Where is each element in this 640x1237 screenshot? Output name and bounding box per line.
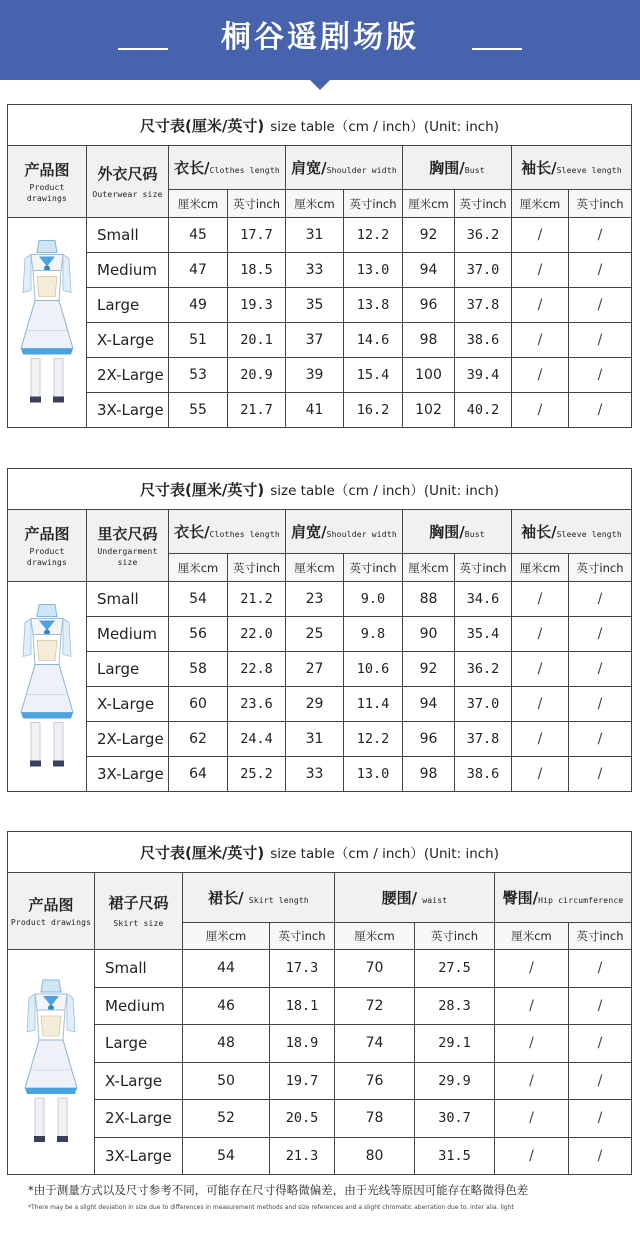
- column-header-length: 衣长/Clothes length: [169, 510, 286, 554]
- cell-inch: 30.7: [415, 1100, 495, 1138]
- unit-inch: 英寸inch: [415, 923, 495, 950]
- cell-inch: 38.6: [455, 323, 512, 358]
- cell-inch: 18.5: [228, 253, 286, 288]
- cell-inch: 18.1: [270, 987, 335, 1025]
- product-header: 产品图 Product drawings: [8, 510, 87, 582]
- unit-cm: 厘米cm: [495, 923, 569, 950]
- unit-cm: 厘米cm: [403, 554, 455, 582]
- cell-inch: 36.2: [455, 652, 512, 687]
- cell-cm: 70: [335, 950, 415, 988]
- cell-cm: /: [495, 1025, 569, 1063]
- table-title: 尺寸表(厘米/英寸) size table（cm / inch）(Unit: inch): [8, 105, 632, 146]
- table-row: [8, 393, 632, 428]
- cell-inch: /: [569, 1137, 632, 1175]
- unit-cm: 厘米cm: [335, 923, 415, 950]
- cell-inch: /: [569, 393, 632, 428]
- cell-cm: /: [495, 1062, 569, 1100]
- cell-cm: /: [512, 253, 569, 288]
- cell-cm: /: [495, 1100, 569, 1138]
- unit-cm: 厘米cm: [169, 554, 228, 582]
- cell-cm: /: [512, 687, 569, 722]
- cell-inch: 24.4: [228, 722, 286, 757]
- cell-inch: 37.0: [455, 253, 512, 288]
- cell-cm: 31: [286, 218, 344, 253]
- size-label: 3X-Large: [95, 1137, 183, 1175]
- size-label: Medium: [87, 253, 169, 288]
- size-label: Small: [87, 582, 169, 617]
- cell-inch: 22.8: [228, 652, 286, 687]
- table-row: [8, 218, 632, 253]
- table-row: [8, 1025, 632, 1063]
- cell-inch: /: [569, 757, 632, 792]
- cell-cm: 37: [286, 323, 344, 358]
- cell-cm: 100: [403, 358, 455, 393]
- cell-cm: 51: [169, 323, 228, 358]
- cell-inch: /: [569, 950, 632, 988]
- cell-cm: 55: [169, 393, 228, 428]
- cell-cm: 47: [169, 253, 228, 288]
- cell-cm: 41: [286, 393, 344, 428]
- product-header: 产品图 Product drawings: [8, 146, 87, 218]
- cell-cm: 92: [403, 218, 455, 253]
- cell-cm: 64: [169, 757, 228, 792]
- cell-inch: /: [569, 218, 632, 253]
- cell-inch: 9.0: [344, 582, 403, 617]
- size-label: 3X-Large: [87, 393, 169, 428]
- table-row: [8, 1137, 632, 1175]
- table-title: 尺寸表(厘米/英寸) size table（cm / inch）(Unit: inch): [8, 469, 632, 510]
- table-row: [8, 358, 632, 393]
- cell-inch: /: [569, 582, 632, 617]
- cell-inch: 10.6: [344, 652, 403, 687]
- cell-inch: /: [569, 687, 632, 722]
- table-row: [8, 1100, 632, 1138]
- cell-cm: 90: [403, 617, 455, 652]
- cell-cm: 88: [403, 582, 455, 617]
- footnote-en: *There may be a slight deviation in size due to differences in measurement methods and size references and a slight chromatic aberration due to. inter alia. light: [28, 1204, 514, 1211]
- column-header-bust: 胸围/Bust: [403, 510, 512, 554]
- table-row: [8, 617, 632, 652]
- column-header-skirt-length: 裙长/ Skirt length: [183, 873, 335, 923]
- column-header-waist: 腰围/ waist: [335, 873, 495, 923]
- cell-cm: 27: [286, 652, 344, 687]
- size-header: 裙子尺码 Skirt size: [95, 873, 183, 950]
- cell-inch: 37.0: [455, 687, 512, 722]
- cell-cm: /: [512, 323, 569, 358]
- unit-cm: 厘米cm: [512, 554, 569, 582]
- cell-cm: 58: [169, 652, 228, 687]
- cell-cm: /: [512, 757, 569, 792]
- cell-inch: 13.0: [344, 757, 403, 792]
- cell-inch: 36.2: [455, 218, 512, 253]
- column-header-shoulder: 肩宽/Shoulder width: [286, 146, 403, 190]
- table-row: [8, 1062, 632, 1100]
- unit-cm: 厘米cm: [286, 190, 344, 218]
- skirt-size-table: [7, 831, 632, 1175]
- cell-cm: 48: [183, 1025, 270, 1063]
- cell-cm: 92: [403, 652, 455, 687]
- size-label: Large: [95, 1025, 183, 1063]
- cell-cm: 44: [183, 950, 270, 988]
- cell-inch: 21.2: [228, 582, 286, 617]
- cell-cm: /: [512, 218, 569, 253]
- product-header: 产品图 Product drawings: [8, 873, 95, 950]
- unit-cm: 厘米cm: [183, 923, 270, 950]
- cell-cm: 45: [169, 218, 228, 253]
- cell-inch: 19.7: [270, 1062, 335, 1100]
- cell-inch: 9.8: [344, 617, 403, 652]
- cell-cm: 60: [169, 687, 228, 722]
- cell-inch: 12.2: [344, 218, 403, 253]
- cell-inch: 19.3: [228, 288, 286, 323]
- cell-inch: /: [569, 288, 632, 323]
- column-header-length: 衣长/Clothes length: [169, 146, 286, 190]
- cell-inch: /: [569, 323, 632, 358]
- unit-inch: 英寸inch: [270, 923, 335, 950]
- cell-inch: 21.7: [228, 393, 286, 428]
- unit-inch: 英寸inch: [228, 554, 286, 582]
- size-label: 2X-Large: [95, 1100, 183, 1138]
- cell-cm: 98: [403, 757, 455, 792]
- unit-cm: 厘米cm: [403, 190, 455, 218]
- cell-inch: 38.6: [455, 757, 512, 792]
- size-label: 3X-Large: [87, 757, 169, 792]
- size-label: Large: [87, 288, 169, 323]
- cell-cm: /: [512, 288, 569, 323]
- cell-inch: 39.4: [455, 358, 512, 393]
- column-header-sleeve: 袖长/Sleeve length: [512, 510, 632, 554]
- cell-inch: 13.8: [344, 288, 403, 323]
- cell-cm: 56: [169, 617, 228, 652]
- size-label: Small: [87, 218, 169, 253]
- cell-inch: 40.2: [455, 393, 512, 428]
- cell-inch: 12.2: [344, 722, 403, 757]
- size-header: 里衣尺码 Undergarment size: [87, 510, 169, 582]
- cell-cm: 49: [169, 288, 228, 323]
- cell-cm: 78: [335, 1100, 415, 1138]
- unit-cm: 厘米cm: [512, 190, 569, 218]
- table-row: [8, 582, 632, 617]
- product-drawing-icon: [17, 592, 77, 777]
- size-label: 2X-Large: [87, 722, 169, 757]
- cell-cm: 80: [335, 1137, 415, 1175]
- cell-cm: 94: [403, 253, 455, 288]
- banner-title: 桐谷遥剧场版: [221, 20, 419, 55]
- table-row: [8, 722, 632, 757]
- column-header-sleeve: 袖长/Sleeve length: [512, 146, 632, 190]
- product-image: [8, 950, 95, 1175]
- cell-cm: 35: [286, 288, 344, 323]
- table-row: [8, 253, 632, 288]
- banner-pointer: [308, 78, 332, 90]
- cell-inch: 20.1: [228, 323, 286, 358]
- cell-cm: 96: [403, 722, 455, 757]
- unit-cm: 厘米cm: [169, 190, 228, 218]
- table-row: [8, 757, 632, 792]
- unit-inch: 英寸inch: [455, 554, 512, 582]
- table-row: [8, 950, 632, 988]
- size-label: 2X-Large: [87, 358, 169, 393]
- cell-inch: 21.3: [270, 1137, 335, 1175]
- unit-inch: 英寸inch: [455, 190, 512, 218]
- undergarment-size-table: [7, 468, 632, 792]
- cell-inch: /: [569, 1100, 632, 1138]
- cell-cm: 46: [183, 987, 270, 1025]
- cell-inch: 37.8: [455, 722, 512, 757]
- cell-cm: 62: [169, 722, 228, 757]
- cell-cm: 98: [403, 323, 455, 358]
- product-drawing-icon: [17, 228, 77, 413]
- product-image: [8, 582, 87, 792]
- size-label: Large: [87, 652, 169, 687]
- unit-inch: 英寸inch: [569, 554, 632, 582]
- cell-inch: /: [569, 617, 632, 652]
- unit-cm: 厘米cm: [286, 554, 344, 582]
- cell-cm: 72: [335, 987, 415, 1025]
- unit-inch: 英寸inch: [344, 554, 403, 582]
- cell-cm: 52: [183, 1100, 270, 1138]
- cell-inch: 20.9: [228, 358, 286, 393]
- product-drawing-icon: [21, 960, 81, 1160]
- column-header-shoulder: 肩宽/Shoulder width: [286, 510, 403, 554]
- cell-cm: 96: [403, 288, 455, 323]
- cell-cm: 39: [286, 358, 344, 393]
- cell-inch: 37.8: [455, 288, 512, 323]
- cell-cm: 54: [183, 1137, 270, 1175]
- unit-inch: 英寸inch: [569, 190, 632, 218]
- cell-inch: 22.0: [228, 617, 286, 652]
- cell-inch: /: [569, 722, 632, 757]
- cell-inch: 25.2: [228, 757, 286, 792]
- cell-cm: /: [512, 393, 569, 428]
- cell-cm: 102: [403, 393, 455, 428]
- cell-cm: /: [512, 652, 569, 687]
- cell-inch: /: [569, 987, 632, 1025]
- cell-cm: 31: [286, 722, 344, 757]
- cell-inch: 18.9: [270, 1025, 335, 1063]
- size-label: X-Large: [87, 323, 169, 358]
- cell-cm: 33: [286, 253, 344, 288]
- cell-inch: 29.9: [415, 1062, 495, 1100]
- cell-inch: /: [569, 358, 632, 393]
- cell-inch: 31.5: [415, 1137, 495, 1175]
- cell-inch: 29.1: [415, 1025, 495, 1063]
- cell-inch: 34.6: [455, 582, 512, 617]
- cell-cm: 29: [286, 687, 344, 722]
- cell-cm: 76: [335, 1062, 415, 1100]
- cell-inch: /: [569, 1025, 632, 1063]
- cell-inch: 17.7: [228, 218, 286, 253]
- cell-cm: 25: [286, 617, 344, 652]
- size-label: Medium: [95, 987, 183, 1025]
- cell-inch: 20.5: [270, 1100, 335, 1138]
- column-header-bust: 胸围/Bust: [403, 146, 512, 190]
- table-row: [8, 288, 632, 323]
- cell-inch: 35.4: [455, 617, 512, 652]
- cell-cm: 50: [183, 1062, 270, 1100]
- cell-cm: /: [512, 617, 569, 652]
- cell-inch: /: [569, 652, 632, 687]
- cell-cm: /: [512, 358, 569, 393]
- cell-cm: /: [495, 1137, 569, 1175]
- table-row: [8, 687, 632, 722]
- table-row: [8, 652, 632, 687]
- outerwear-size-table: [7, 104, 632, 428]
- cell-inch: 28.3: [415, 987, 495, 1025]
- cell-cm: 23: [286, 582, 344, 617]
- footnote-cn: *由于测量方式以及尺寸参考不同，可能存在尺寸得略微偏差，由于光线等原因可能存在略微得色差: [28, 1183, 529, 1197]
- cell-cm: /: [512, 582, 569, 617]
- unit-inch: 英寸inch: [569, 923, 632, 950]
- cell-cm: 74: [335, 1025, 415, 1063]
- cell-cm: 94: [403, 687, 455, 722]
- cell-inch: 17.3: [270, 950, 335, 988]
- cell-inch: 16.2: [344, 393, 403, 428]
- cell-cm: 33: [286, 757, 344, 792]
- cell-inch: /: [569, 253, 632, 288]
- size-label: Medium: [87, 617, 169, 652]
- cell-inch: 13.0: [344, 253, 403, 288]
- size-label: X-Large: [95, 1062, 183, 1100]
- cell-cm: /: [512, 722, 569, 757]
- column-header-hip: 臀围/Hip circumference: [495, 873, 632, 923]
- cell-cm: 54: [169, 582, 228, 617]
- cell-cm: /: [495, 987, 569, 1025]
- cell-inch: 15.4: [344, 358, 403, 393]
- size-label: Small: [95, 950, 183, 988]
- table-title: 尺寸表(厘米/英寸) size table（cm / inch）(Unit: inch): [8, 832, 632, 873]
- unit-inch: 英寸inch: [344, 190, 403, 218]
- table-row: [8, 323, 632, 358]
- cell-inch: 11.4: [344, 687, 403, 722]
- cell-inch: 23.6: [228, 687, 286, 722]
- cell-inch: /: [569, 1062, 632, 1100]
- cell-cm: /: [495, 950, 569, 988]
- cell-inch: 27.5: [415, 950, 495, 988]
- unit-inch: 英寸inch: [228, 190, 286, 218]
- table-row: [8, 987, 632, 1025]
- size-header: 外衣尺码 Outerwear size: [87, 146, 169, 218]
- product-image: [8, 218, 87, 428]
- size-label: X-Large: [87, 687, 169, 722]
- cell-inch: 14.6: [344, 323, 403, 358]
- cell-cm: 53: [169, 358, 228, 393]
